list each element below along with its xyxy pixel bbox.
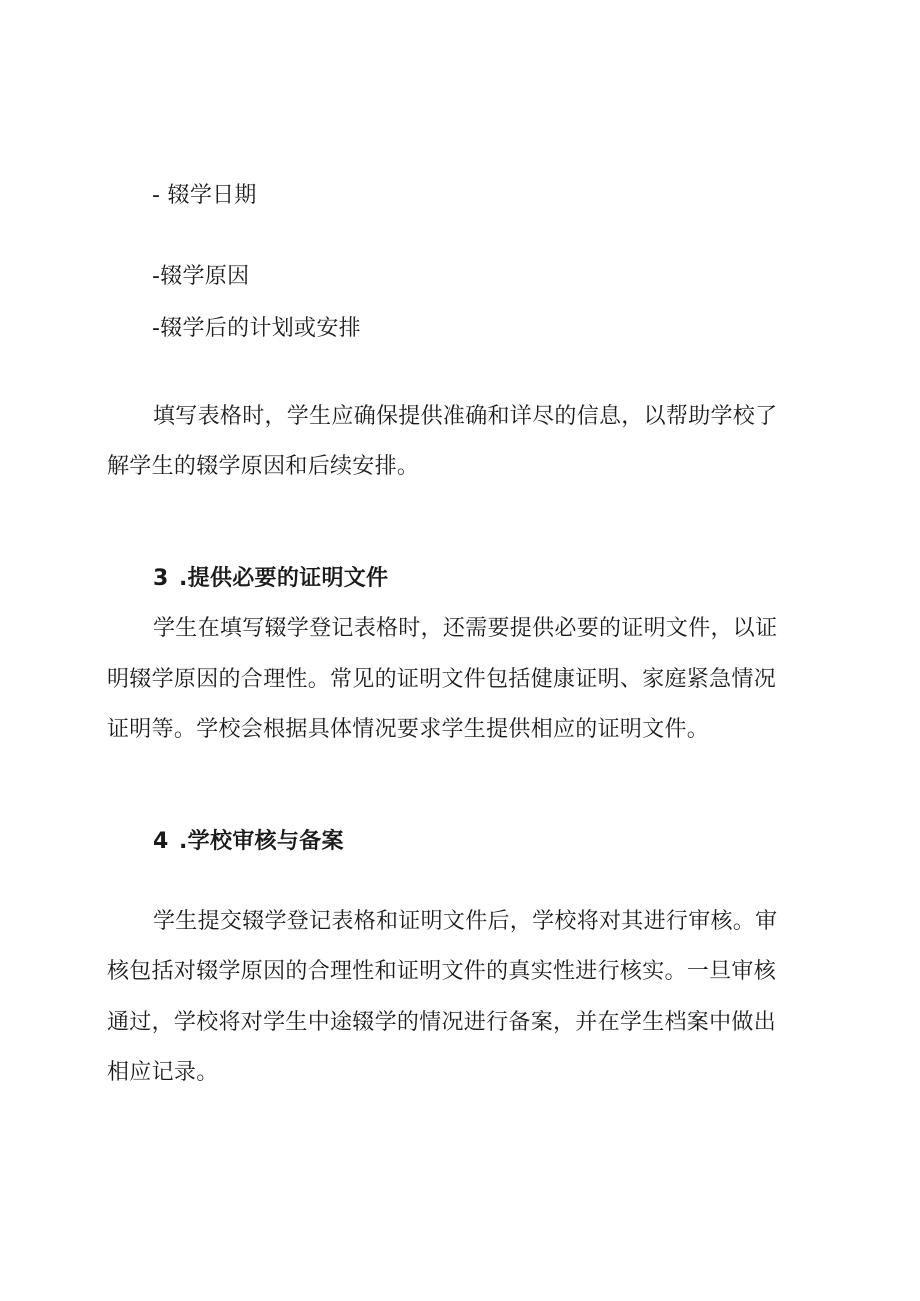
section4-line-3: 通过，学校将对学生中途辍学的情况进行备案，并在学生档案中做出 [107, 1010, 777, 1035]
section3-line-3: 证明等。学校会根据具体情况要求学生提供相应的证明文件。 [107, 717, 710, 742]
section3-heading [153, 564, 388, 594]
section4-title: .学校审核与备案 [179, 829, 344, 854]
section4-line-4: 相应记录。 [107, 1060, 219, 1085]
section4-number: 4 [153, 829, 169, 854]
paragraph1-line-2: 解学生的辍学原因和后续安排。 [107, 454, 420, 479]
section3-title: .提供必要的证明文件 [179, 566, 389, 591]
section3-line-2: 明辍学原因的合理性。常见的证明文件包括健康证明、家庭紧急情况 [107, 667, 777, 692]
bullet-dropout-plan: -辍学后的计划或安排 [152, 316, 361, 341]
section4-line-1: 学生提交辍学登记表格和证明文件后，学校将对其进行审核。审 [153, 909, 778, 934]
section3-line-1: 学生在填写辍学登记表格时，还需要提供必要的证明文件，以证 [153, 616, 778, 641]
section3-number: 3 [153, 566, 169, 591]
section4-line-2: 核包括对辍学原因的合理性和证明文件的真实性进行核实。一旦审核 [107, 959, 777, 984]
bullet-dropout-date: - 辍学日期 [152, 183, 257, 208]
bullet-dropout-reason: -辍学原因 [152, 264, 250, 289]
paragraph1-line-1: 填写表格时，学生应确保提供准确和详尽的信息，以帮助学校了 [153, 404, 778, 429]
section4-heading [153, 827, 344, 857]
